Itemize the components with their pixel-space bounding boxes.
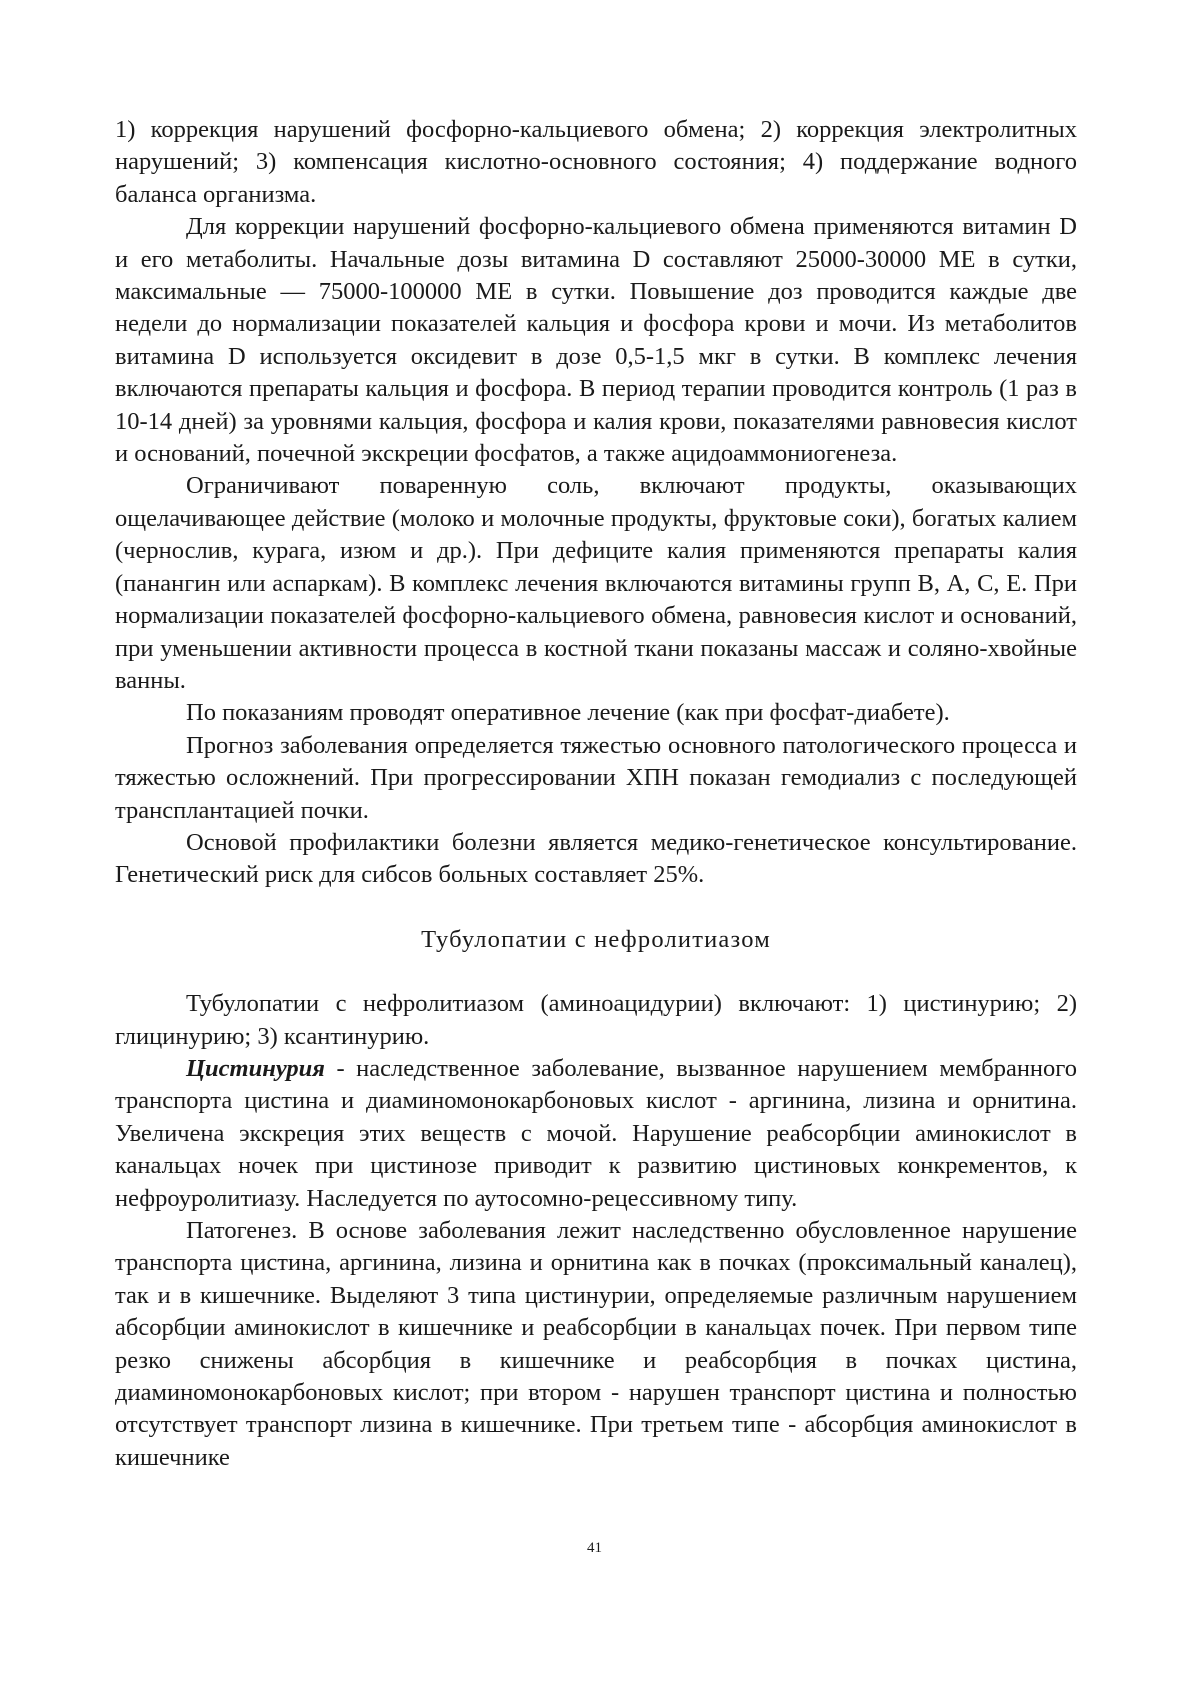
paragraph-cystinuria	[115, 1053, 1077, 1215]
document-page	[115, 114, 1077, 1474]
cystinuria-definition: - наследственное заболевание, вызванное нарушением мембранного транспорта цистина и диаминомонокарбоновых кислот - аргинина, лизина и орнитина. Увеличена экскреция этих веществ с мочой. Нарушение реабсорбции аминокислот в канальцах ночек при цистинозе приводит к развитию цистиновых конкрементов, к нефроуролитиазу. Наследуется по аутосомно-рецессивному типу.	[115, 1054, 1077, 1212]
paragraph-surgery: По показаниям проводят оперативное лечение (как при фосфат-диабете).	[186, 699, 950, 727]
term-cystinuria: Цистинурия	[186, 1054, 325, 1082]
paragraph-prevention: Основой профилактики болезни является медико-генетическое консультирование. Генетический риск для сибсов больных составляет 25%.	[115, 828, 1077, 889]
page-number: 41	[587, 1540, 602, 1556]
paragraph-intro: Тубулопатии с нефролитиазом (аминоацидурии) включают: 1) цистинурию; 2) глицинурию; 3) ксантинурию.	[115, 990, 1077, 1050]
paragraph-pathogenesis: Патогенез. В основе заболевания лежит наследственно обусловленное нарушение транспорта цистина, аргинина, лизина и орнитина как в почках (проксимальный каналец), так и в кишечнике. Выделяют 3 типа цистинурии, определяемые различным нарушением абсорбции аминокислот в кишечнике и реабсорбции в канальцах почек. При первом типе резко снижены абсорбция в кишечнике и реабсорбция в почках цистина, диаминомонокарбоновых кислот; при втором - нарушен транспорт цистина и полностью отсутствует транспорт лизина в кишечнике. При третьем типе - абсорбция аминокислот в кишечнике	[115, 1217, 1077, 1471]
paragraph-vitamin-d: Для коррекции нарушений фосфорно-кальциевого обмена применяются витамин D и его метаболиты. Начальные дозы витамина D составляют 25000-30000 МЕ в сутки, максимальные — 75000-100000 МЕ в сутки. Повышение доз проводится каждые две недели до нормализации показателей кальция и фосфора крови и мочи. Из метаболитов витамина D используется оксидевит в дозе 0,5-1,5 мкг в сутки. В комплекс лечения включаются препараты кальция и фосфора. В период терапии проводится контроль (1 раз в 10-14 дней) за уровнями кальция, фосфора и калия крови, показателями равновесия кислот и оснований, почечной экскреции фосфатов, а также ацидоаммониогенеза.	[115, 213, 1077, 468]
paragraph-treatment-goals: 1) коррекция нарушений фосфорно-кальциевого обмена; 2) коррекция электролитных нарушений; 3) компенсация кислотно-основного состояния; 4) поддержание водного баланса организма.	[115, 116, 1077, 208]
section-heading: Тубулопатии с нефролитиазом	[421, 925, 771, 953]
paragraph-prognosis: Прогноз заболевания определяется тяжестью основного патологического процесса и тяжестью осложнений. При прогрессировании ХПН показан гемодиализ с последующей трансплантацией почки.	[115, 731, 1077, 824]
paragraph-diet: Ограничивают поваренную соль, включают продукты, оказывающих ощелачивающее действие (молоко и молочные продукты, фруктовые соки), богатых калием (чернослив, курага, изюм и др.). При дефиците калия применяются препараты калия (панангин или аспаркам). В комплекс лечения включаются витамины групп В, А, С, Е. При нормализации показателей фосфорно-кальциевого обмена, равновесия кислот и оснований, при уменьшении активности процесса в костной ткани показаны массаж и соляно-хвойные ванны.	[115, 472, 1077, 694]
